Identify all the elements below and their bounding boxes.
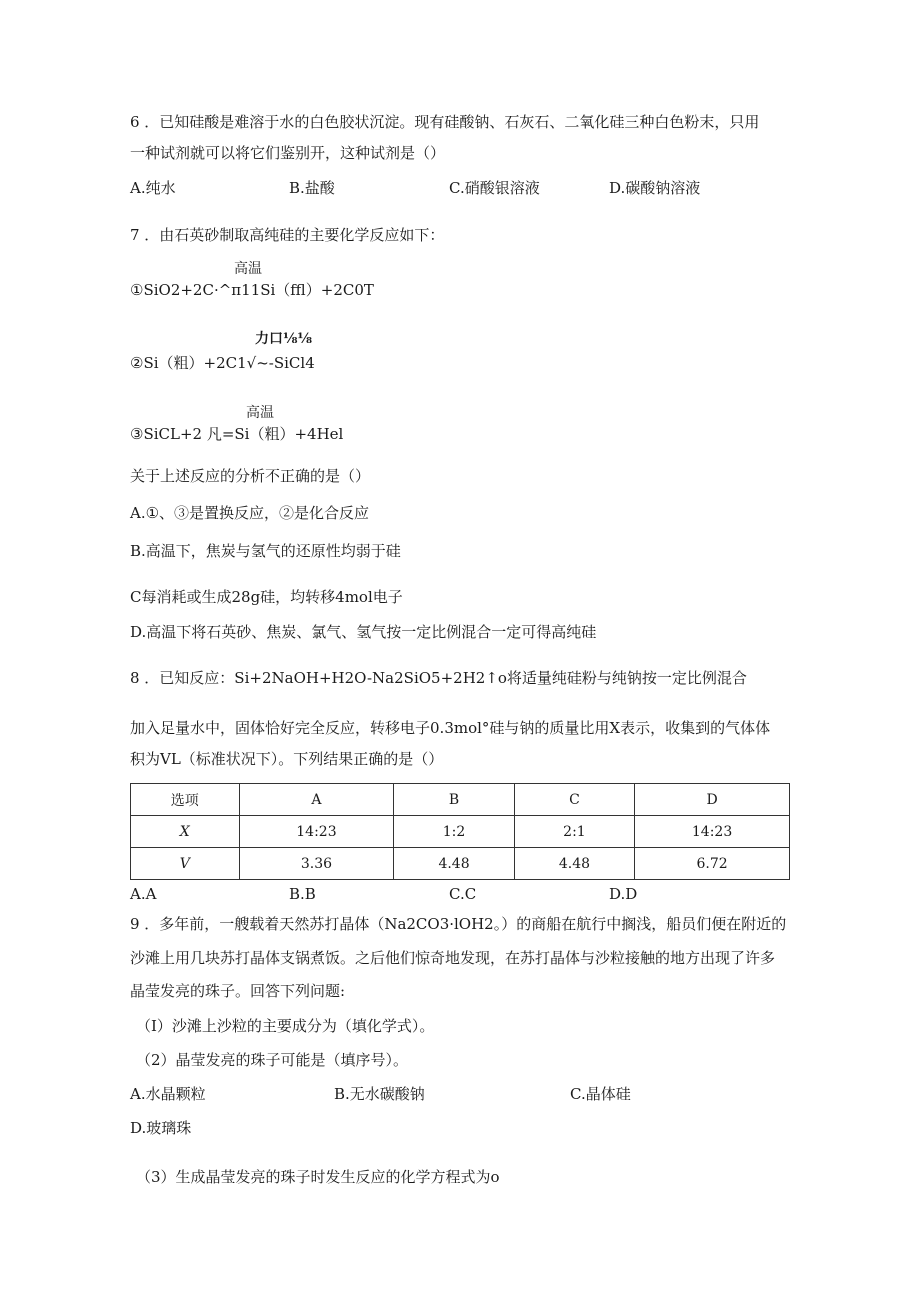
q6-option-d: D.碳酸钠溶液: [609, 179, 701, 197]
q6-option-a: A.纯水: [130, 179, 176, 197]
q7-reaction-1: ①SiO2+2C·^π11Si（ffl）+2C0T: [130, 281, 374, 299]
table-header-cell: C: [514, 784, 634, 816]
q7-reaction-2: ②Si（粗）+2C1√~-SiCl4: [130, 354, 315, 372]
table-row: [131, 848, 790, 880]
q9-subquestion-1: （I）沙滩上沙粒的主要成分为（填化学式）。: [136, 1017, 435, 1035]
q9-option-a: A.水晶颗粒: [130, 1085, 206, 1103]
q8-option-b: B.B: [289, 885, 316, 903]
q9-subquestion-3: （3）生成晶莹发亮的珠子时发生反应的化学方程式为o: [136, 1168, 500, 1186]
q8-option-a: A.A: [130, 885, 157, 903]
table-header-cell: A: [239, 784, 394, 816]
q7-reaction-3: ③SiCL+2 凡=Si（粗）+4Hel: [130, 425, 344, 443]
q8-line-3: 积为VL（标准状况下）。下列结果正确的是（）: [130, 750, 444, 768]
q7-stem: 7 ．由石英砂制取高纯硅的主要化学反应如下：: [130, 226, 445, 244]
q7-option-c: C每消耗或生成28g硅，均转移4mol电子: [130, 588, 403, 606]
q9-line-2: 沙滩上用几块苏打晶体支锅煮饭。之后他们惊奇地发现，在苏打晶体与沙粒接触的地方出现了许多: [130, 949, 776, 967]
q8-option-c: C.C: [449, 885, 477, 903]
table-header-row: [131, 784, 790, 816]
q7-reaction-3-condition: 高温: [246, 405, 274, 421]
table-row: [131, 816, 790, 848]
table-header-cell: 选项: [131, 784, 240, 816]
table-header-cell: B: [394, 784, 514, 816]
q9-line-3: 晶莹发亮的珠子。回答下列问题:: [130, 982, 346, 1000]
table-cell: 4.48: [394, 848, 514, 880]
table-cell: X: [131, 816, 240, 848]
table-cell: 14:23: [239, 816, 394, 848]
q6-option-c: C.硝酸银溶液: [449, 179, 540, 197]
q8-line-1: 8 ．已知反应：Si+2NaOH+H2O-Na2SiO5+2H2↑o将适量纯硅粉与纯钠按一定比例混合: [130, 669, 747, 687]
q8-options-table: [130, 783, 790, 880]
table-cell: 1:2: [394, 816, 514, 848]
table-cell: 4.48: [514, 848, 634, 880]
table-cell: 2:1: [514, 816, 634, 848]
table-cell: 6.72: [635, 848, 790, 880]
q8-option-d: D.D: [609, 885, 638, 903]
q7-option-b: B.高温下，焦炭与氢气的还原性均弱于硅: [130, 542, 401, 560]
table-header-cell: D: [635, 784, 790, 816]
table-cell: 3.36: [239, 848, 394, 880]
q9-option-b: B.无水碳酸钠: [334, 1085, 425, 1103]
table-cell: 14:23: [635, 816, 790, 848]
q7-reaction-2-condition: 力口⅛⅛: [255, 331, 312, 347]
q7-reaction-1-condition: 高温: [234, 261, 262, 277]
q6-line-1: 6 ．已知硅酸是难溶于水的白色胶状沉淀。现有硅酸钠、石灰石、二氧化硅三种白色粉末，只用: [130, 113, 760, 131]
q7-option-d: D.高温下将石英砂、焦炭、氯气、氢气按一定比例混合一定可得高纯硅: [130, 623, 597, 641]
q9-subquestion-2: （2）晶莹发亮的珠子可能是（填序号）。: [136, 1051, 409, 1069]
q9-option-d: D.玻璃珠: [130, 1119, 192, 1137]
table-cell: V: [131, 848, 240, 880]
q8-line-2: 加入足量水中，固体恰好完全反应，转移电子0.3mol°硅与钠的质量比用X表示，收集到的气体体: [130, 719, 771, 737]
q7-question: 关于上述反应的分析不正确的是（）: [130, 467, 371, 485]
q9-option-c: C.晶体硅: [570, 1085, 631, 1103]
q6-line-2: 一种试剂就可以将它们鉴别开，这种试剂是（）: [130, 144, 446, 162]
q6-option-b: B.盐酸: [289, 179, 335, 197]
q7-option-a: A.①、③是置换反应，②是化合反应: [130, 504, 370, 522]
q9-line-1: 9 ．多年前，一艘载着天然苏打晶体（Na2CO3·lOH2。）的商船在航行中搁浅，船员们便在附近的: [130, 915, 787, 933]
